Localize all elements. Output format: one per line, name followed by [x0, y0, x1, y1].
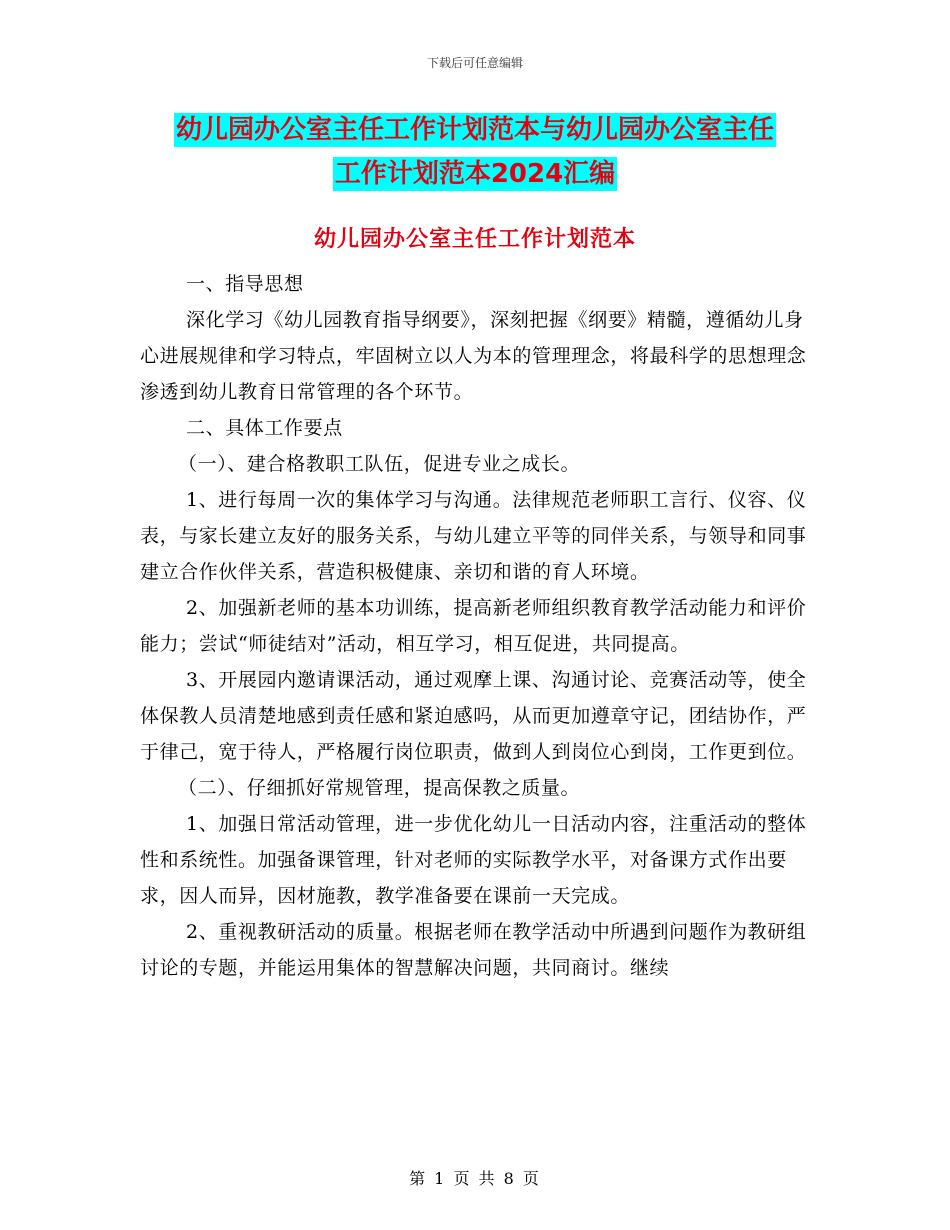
- paragraph: 3、开展园内邀请课活动，通过观摩上课、沟通讨论、竞赛活动等，使全体保教人员清楚地感到责任感和紧迫感吗，从而更加遵章守记，团结协作，严于律己，宽于待人，严格履行岗位职责，做到人到岗位心到岗，工作更到位。: [140, 669, 807, 763]
- paragraph: 深化学习《幼儿园教育指导纲要》，深刻把握《纲要》精髓，遵循幼儿身心进展规律和学习特点，牢固树立以人为本的管理理念，将最科学的思想理念渗透到幼儿教育日常管理的各个环节。: [140, 309, 807, 403]
- paragraph: 1、加强日常活动管理，进一步优化幼儿一日活动内容，注重活动的整体性和系统性。加强备课管理，针对老师的实际教学水平，对备课方式作出要求，因人而异，因材施教，教学准备要在课前一天完成。: [140, 813, 807, 907]
- paragraph: 2、加强新老师的基本功训练，提高新老师组织教育教学活动能力和评价能力；尝试“师徒结对”活动，相互学习，相互促进，共同提高。: [140, 597, 807, 655]
- section-title: 幼儿园办公室主任工作计划范本: [313, 227, 636, 252]
- paragraph: （一）、建合格教职工队伍，促进专业之成长。: [178, 453, 581, 475]
- page-header: 下载后可任意编辑: [426, 56, 523, 70]
- document-body: [140, 266, 810, 986]
- paragraph: 1、进行每周一次的集体学习与沟通。法律规范老师职工言行、仪容、仪表，与家长建立友好的服务关系，与幼儿建立平等的同伴关系，与领导和同事建立合作伙伴关系，营造积极健康、亲切和谐的育人环境。: [140, 489, 807, 583]
- document-title: [0, 108, 950, 196]
- title-line-2: 工作计划范本2024汇编: [334, 159, 616, 189]
- paragraph: （二）、仔细抓好常规管理，提高保教之质量。: [178, 777, 581, 799]
- page-footer: 第 1 页 共 8 页: [409, 1169, 541, 1188]
- paragraph: 二、具体工作要点: [186, 417, 343, 439]
- paragraph: 2、重视教研活动的质量。根据老师在教学活动中所遇到问题作为教研组讨论的专题，并能运用集体的智慧解决问题，共同商讨。继续: [140, 921, 807, 979]
- paragraph: 一、指导思想: [186, 273, 304, 295]
- title-line-1: 幼儿园办公室主任工作计划范本与幼儿园办公室主任: [175, 115, 774, 145]
